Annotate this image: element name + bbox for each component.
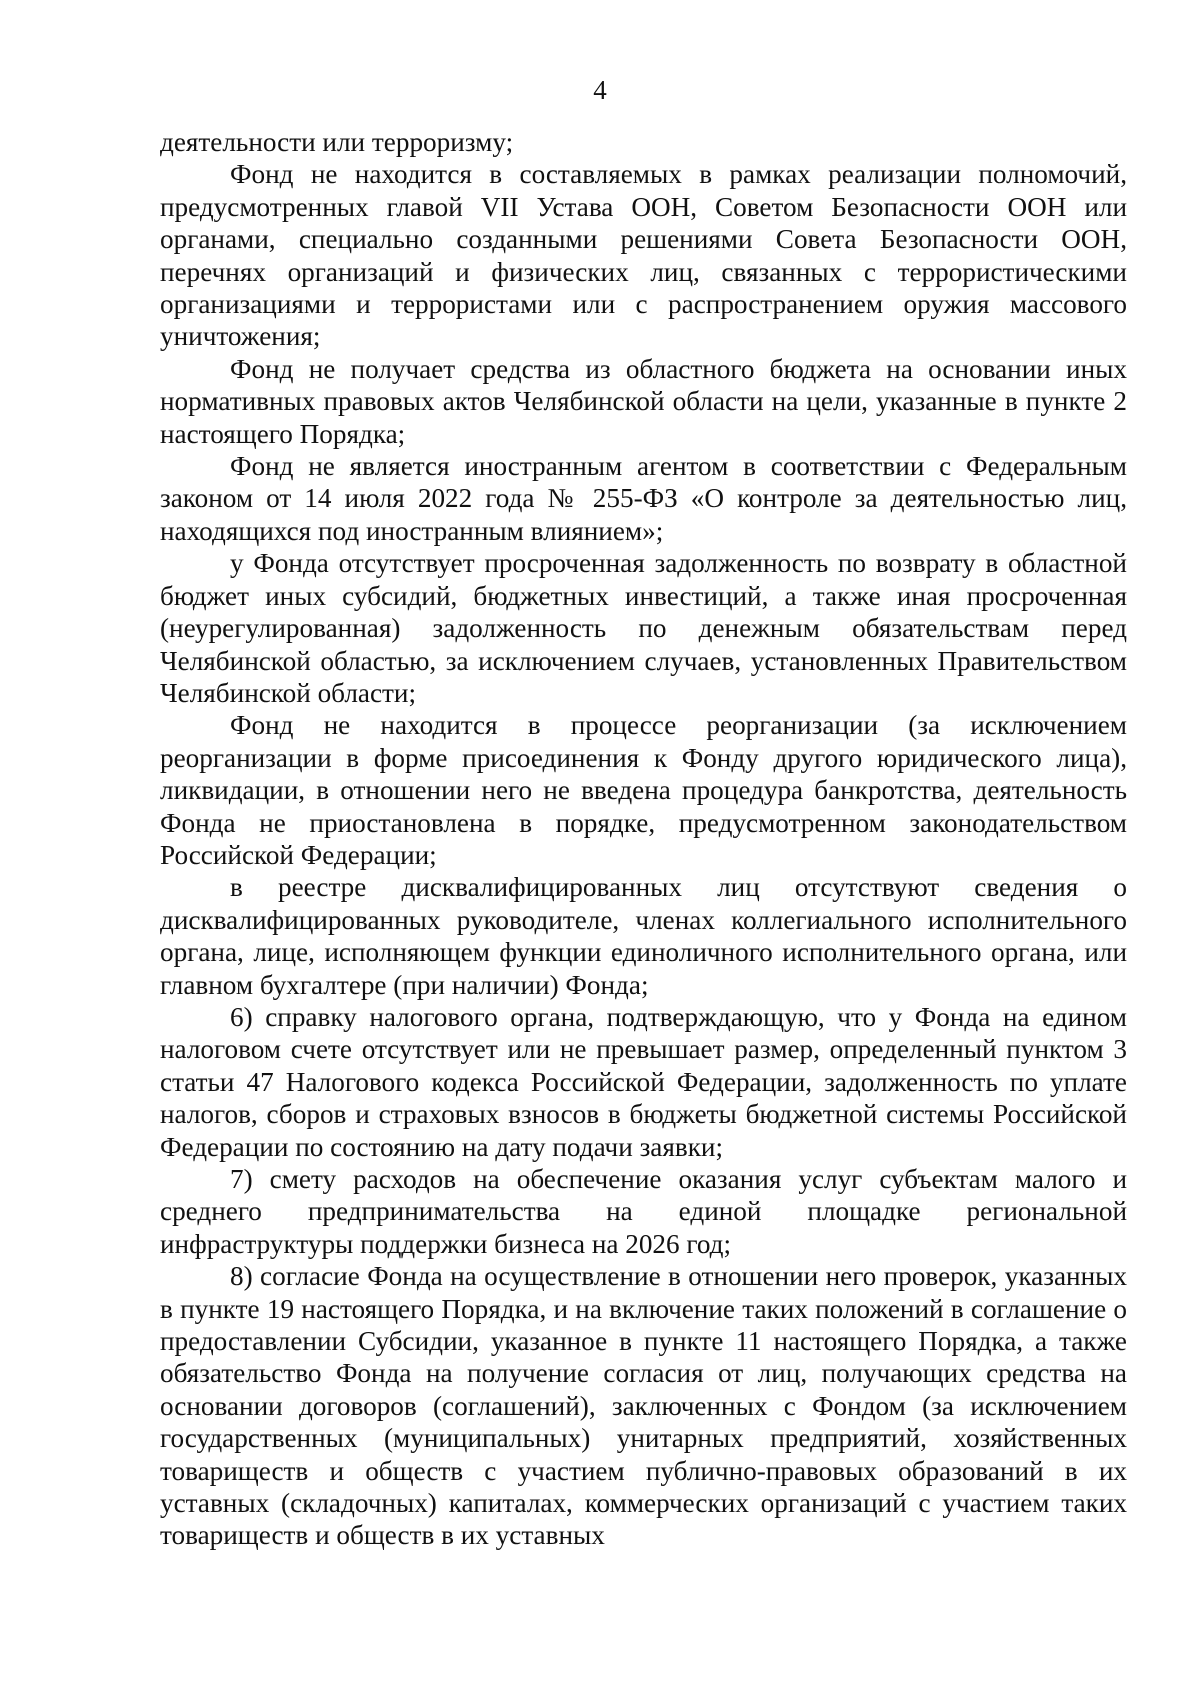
paragraph: Фонд не является иностранным агентом в соответствии с Федеральным законом от 14 июля 2022 года № 255-ФЗ «О контроле за деятельностью лиц, находящихся под иностранным влиянием»;	[160, 451, 1127, 546]
document-body	[160, 126, 1127, 1552]
paragraph: 7) смету расходов на обеспечение оказания услуг субъектам малого и среднего предпринимательства на единой площадке региональной инфраструктуры поддержки бизнеса на 2026 год;	[160, 1164, 1127, 1259]
paragraph: деятельности или терроризму;	[160, 127, 514, 157]
paragraph: в реестре дисквалифицированных лиц отсутствуют сведения о дисквалифицированных руководителе, членах коллегиального исполнительного органа, лице, исполняющем функции единоличного исполнительного органа, или главном бухгалтере (при наличии) Фонда;	[160, 872, 1127, 1000]
paragraph: Фонд не находится в составляемых в рамках реализации полномочий, предусмотренных главой VII Устава ООН, Советом Безопасности ООН или органами, специально созданными решениями Совета Безопасности ООН, перечнях организаций и физических лиц, связанных с террористическими организациями и террористами или с распространением оружия массового уничтожения;	[160, 159, 1127, 352]
paragraph: 6) справку налогового органа, подтверждающую, что у Фонда на едином налоговом счете отсутствует или не превышает размер, определенный пунктом 3 статьи 47 Налогового кодекса Российской Федерации, задолженность по уплате налогов, сборов и страховых взносов в бюджеты бюджетной системы Российской Федерации по состоянию на дату подачи заявки;	[160, 1001, 1127, 1162]
paragraph: Фонд не находится в процессе реорганизации (за исключением реорганизации в форме присоединения к Фонду другого юридического лица), ликвидации, в отношении него не введена процедура банкротства, деятельность Фонда не приостановлена в порядке, предусмотренном законодательством Российской Федерации;	[160, 710, 1127, 870]
paragraph: у Фонда отсутствует просроченная задолженность по возврату в областной бюджет иных субсидий, бюджетных инвестиций, а также иная просроченная (неурегулированная) задолженность по денежным обязательствам перед Челябинской областью, за исключением случаев, установленных Правительством Челябинской области;	[160, 548, 1127, 708]
paragraph: Фонд не получает средства из областного бюджета на основании иных нормативных правовых актов Челябинской области на цели, указанные в пункте 2 настоящего Порядка;	[160, 353, 1127, 449]
page-number: 4	[593, 75, 607, 105]
paragraph: 8) согласие Фонда на осуществление в отношении него проверок, указанных в пункте 19 настоящего Порядка, и на включение таких положений в соглашение о предоставлении Субсидии, указанное в пункте 11 настоящего Порядка, а также обязательство Фонда на получение согласия от лиц, получающих средства на основании договоров (соглашений), заключенных с Фондом (за исключением государственных (муниципальных) унитарных предприятий, хозяйственных товариществ и обществ с участием публично-правовых образований в их уставных (складочных) капиталах, коммерческих организаций с участием таких товариществ и обществ в их уставных	[160, 1261, 1127, 1551]
